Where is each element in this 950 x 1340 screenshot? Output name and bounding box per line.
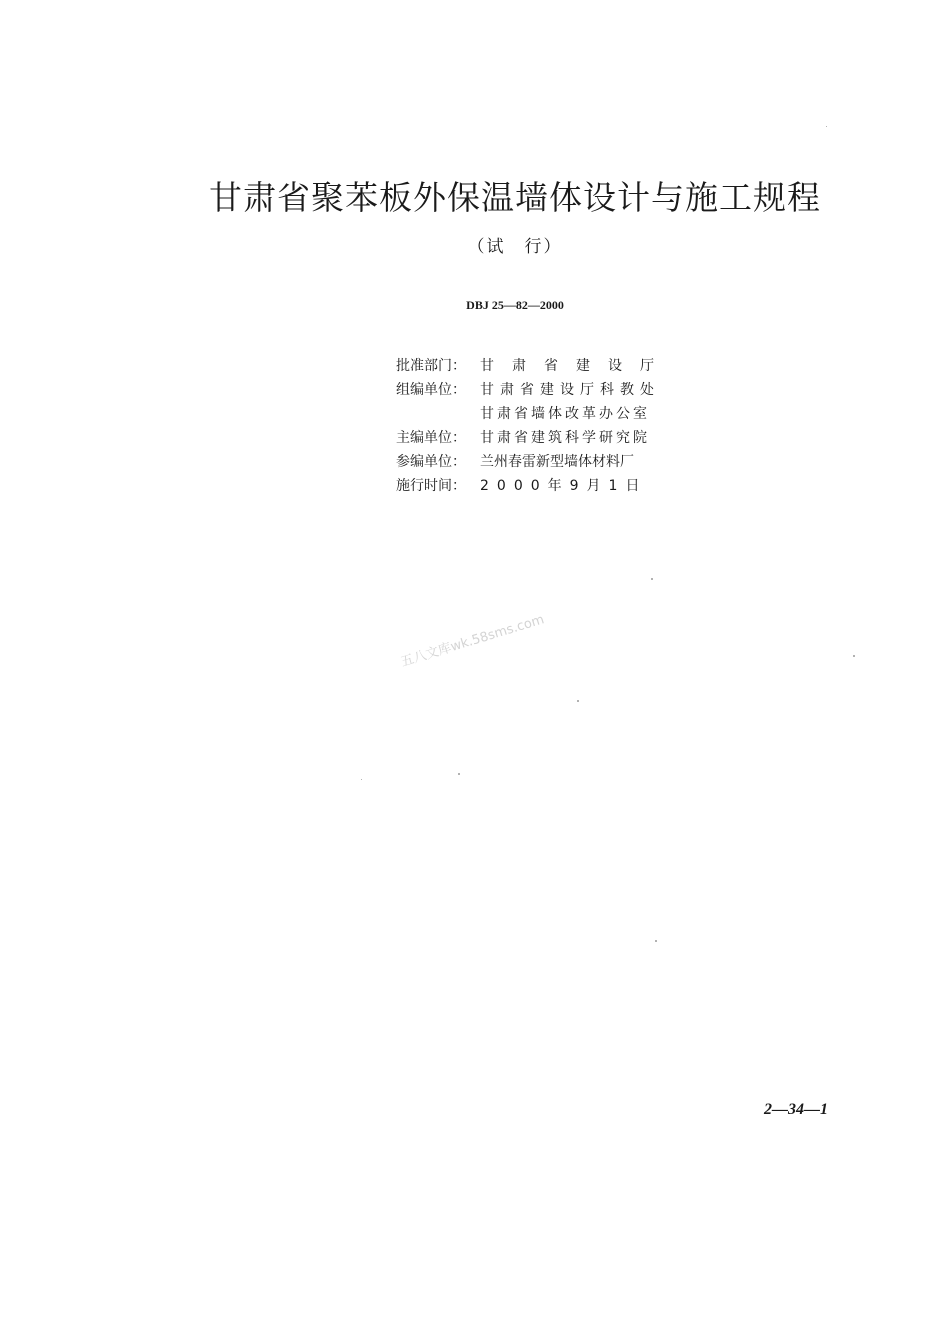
standard-code: DBJ 25—82—2000 [466, 298, 564, 312]
participant-row [396, 450, 672, 474]
scan-speck [361, 779, 362, 780]
document-title: 甘肃省聚苯板外保温墙体设计与施工规程 [209, 178, 821, 217]
compiler-row [396, 378, 672, 402]
approval-value: 甘肃省建设厅 [480, 358, 672, 374]
compiler-label: 组编单位： [396, 382, 466, 398]
compiler-row-2 [396, 402, 672, 426]
editor-label: 主编单位： [396, 430, 466, 446]
editor-value: 甘肃省建筑科学研究院 [480, 430, 650, 446]
participant-value: 兰州春雷新型墙体材料厂 [480, 454, 634, 470]
date-value: 2000年9月1日 [480, 478, 648, 494]
scan-speck [651, 578, 653, 580]
watermark: 五八文库wk.58sms.com [399, 612, 546, 671]
scan-speck [655, 940, 657, 942]
scan-speck [458, 773, 460, 775]
scan-speck [577, 700, 579, 702]
approval-label: 批准部门： [396, 358, 466, 374]
participant-label: 参编单位： [396, 454, 466, 470]
scan-speck [826, 126, 827, 127]
page-number: 2—34—1 [764, 1101, 828, 1118]
scan-speck [853, 655, 855, 657]
compiler-value-1: 甘肃省建设厅科教处 [480, 382, 660, 398]
approval-row [396, 354, 672, 378]
date-row [396, 474, 672, 498]
editor-row [396, 426, 672, 450]
publication-info [396, 354, 672, 498]
compiler-value-2: 甘肃省墙体改革办公室 [480, 406, 650, 422]
compiler-label-spacer [396, 402, 480, 426]
date-label: 施行时间： [396, 478, 466, 494]
document-subtitle: （试 行） [467, 237, 563, 257]
